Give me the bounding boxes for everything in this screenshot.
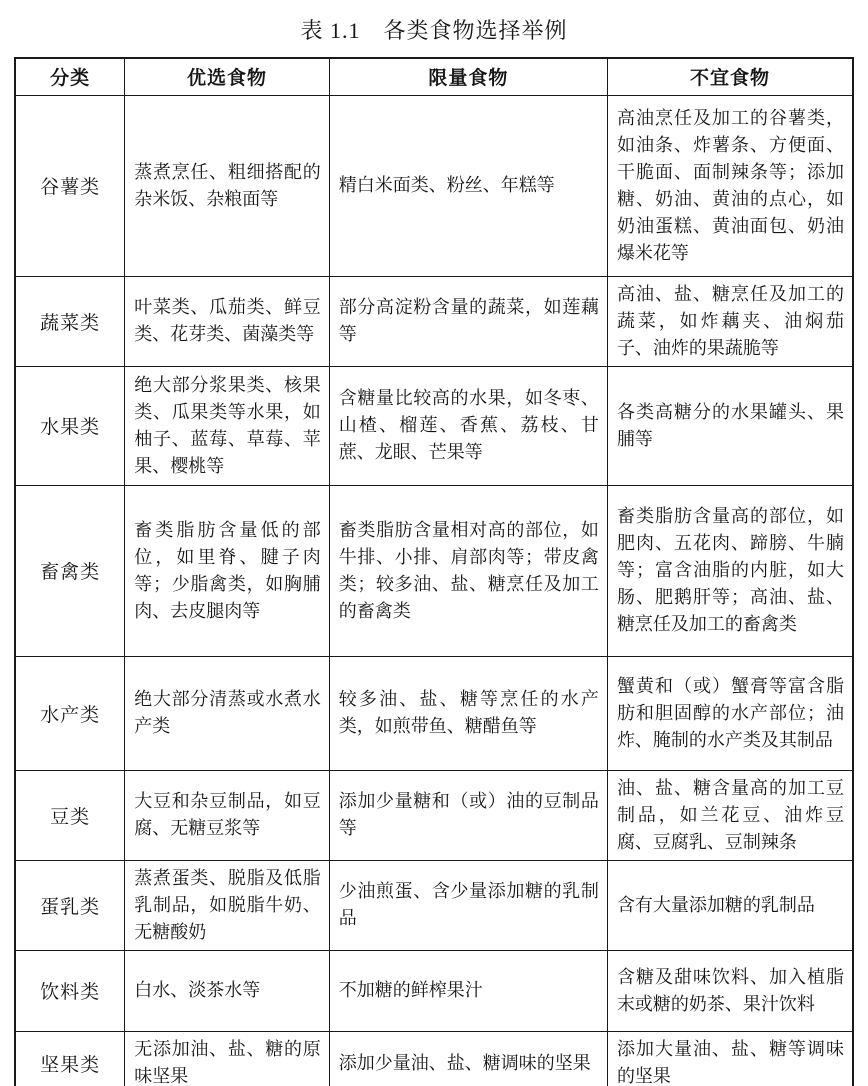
header-category: 分类 <box>15 58 125 95</box>
header-limited-foods: 限量食物 <box>329 58 607 95</box>
preferred-cell: 绝大部分浆果类、核果类、瓜果类等水果，如柚子、蓝莓、草莓、苹果、樱桃等 <box>125 366 329 485</box>
category-cell: 畜禽类 <box>15 485 125 656</box>
avoid-cell: 含有大量添加糖的乳制品 <box>607 860 853 950</box>
table-row <box>15 366 853 485</box>
limited-cell: 添加少量糖和（或）油的豆制品等 <box>329 770 607 860</box>
header-avoid-foods: 不宜食物 <box>607 58 853 95</box>
limited-cell: 添加少量油、盐、糖调味的坚果 <box>329 1031 607 1086</box>
preferred-cell: 无添加油、盐、糖的原味坚果 <box>125 1031 329 1086</box>
table-row <box>15 950 853 1031</box>
limited-cell: 畜类脂肪含量相对高的部位，如牛排、小排、肩部肉等；带皮禽类；较多油、盐、糖烹任及加工的畜禽类 <box>329 485 607 656</box>
limited-cell: 不加糖的鲜榨果汁 <box>329 950 607 1031</box>
category-cell: 蔬菜类 <box>15 276 125 366</box>
header-preferred-foods: 优选食物 <box>125 58 329 95</box>
avoid-cell: 蟹黄和（或）蟹膏等富含脂肪和胆固醇的水产部位；油炸、腌制的水产类及其制品 <box>607 656 853 770</box>
table-row <box>15 1031 853 1086</box>
table-row <box>15 656 853 770</box>
avoid-cell: 添加大量油、盐、糖等调味的坚果 <box>607 1031 853 1086</box>
preferred-cell: 蒸煮烹任、粗细搭配的杂米饭、杂粮面等 <box>125 95 329 276</box>
preferred-cell: 叶菜类、瓜茄类、鲜豆类、花芽类、菌藻类等 <box>125 276 329 366</box>
avoid-cell: 含糖及甜味饮料、加入植脂末或糖的奶茶、果汁饮料 <box>607 950 853 1031</box>
category-cell: 豆类 <box>15 770 125 860</box>
preferred-cell: 畜类脂肪含量低的部位，如里脊、腱子肉等；少脂禽类，如胸脯肉、去皮腿肉等 <box>125 485 329 656</box>
avoid-cell: 高油、盐、糖烹任及加工的蔬菜，如炸藕夹、油焖茄子、油炸的果蔬脆等 <box>607 276 853 366</box>
table-header-row <box>15 58 853 95</box>
table-row <box>15 276 853 366</box>
avoid-cell: 高油烹任及加工的谷薯类，如油条、炸薯条、方便面、干脆面、面制辣条等；添加糖、奶油、黄油的点心，如奶油蛋糕、黄油面包、奶油爆米花等 <box>607 95 853 276</box>
limited-cell: 精白米面类、粉丝、年糕等 <box>329 95 607 276</box>
category-cell: 坚果类 <box>15 1031 125 1086</box>
category-cell: 谷薯类 <box>15 95 125 276</box>
preferred-cell: 白水、淡茶水等 <box>125 950 329 1031</box>
table-row <box>15 95 853 276</box>
limited-cell: 少油煎蛋、含少量添加糖的乳制品 <box>329 860 607 950</box>
table-row <box>15 860 853 950</box>
avoid-cell: 各类高糖分的水果罐头、果脯等 <box>607 366 853 485</box>
table-row <box>15 770 853 860</box>
limited-cell: 含糖量比较高的水果，如冬枣、山楂、榴莲、香蕉、荔枝、甘蔗、龙眼、芒果等 <box>329 366 607 485</box>
preferred-cell: 蒸煮蛋类、脱脂及低脂乳制品，如脱脂牛奶、无糖酸奶 <box>125 860 329 950</box>
limited-cell: 部分高淀粉含量的蔬菜，如莲藕等 <box>329 276 607 366</box>
page-title: 表 1.1 各类食物选择举例 <box>300 18 568 43</box>
category-cell: 水果类 <box>15 366 125 485</box>
category-cell: 饮料类 <box>15 950 125 1031</box>
table-row <box>15 485 853 656</box>
category-cell: 蛋乳类 <box>15 860 125 950</box>
category-cell: 水产类 <box>15 656 125 770</box>
preferred-cell: 大豆和杂豆制品，如豆腐、无糖豆浆等 <box>125 770 329 860</box>
avoid-cell: 畜类脂肪含量高的部位，如肥肉、五花肉、蹄膀、牛腩等；富含油脂的内脏，如大肠、肥鹅肝等；高油、盐、糖烹任及加工的畜禽类 <box>607 485 853 656</box>
preferred-cell: 绝大部分清蒸或水煮水产类 <box>125 656 329 770</box>
food-selection-table <box>14 57 854 1086</box>
limited-cell: 较多油、盐、糖等烹任的水产类，如煎带鱼、糖醋鱼等 <box>329 656 607 770</box>
avoid-cell: 油、盐、糖含量高的加工豆制品，如兰花豆、油炸豆腐、豆腐乳、豆制辣条 <box>607 770 853 860</box>
